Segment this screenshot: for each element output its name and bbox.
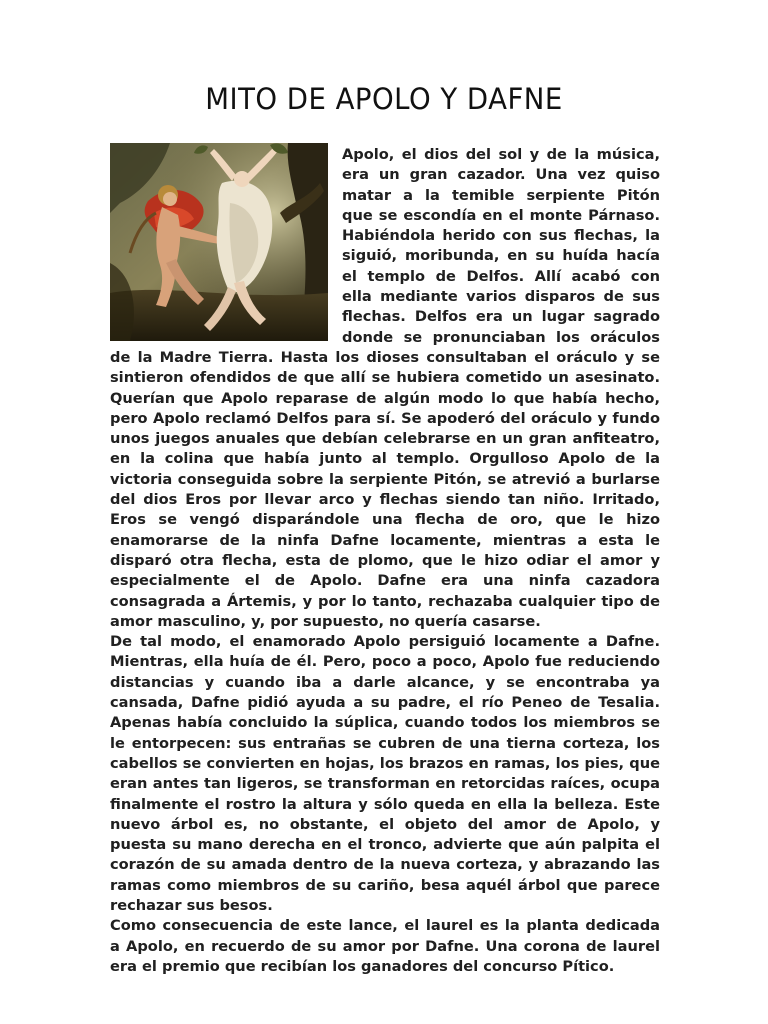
apolo-dafne-painting xyxy=(110,143,328,341)
document-title: MITO DE APOLO Y DAFNE xyxy=(205,82,563,116)
paragraph-1: Apolo, el dios del sol y de la música, era un gran cazador. Una vez quiso matar a la temible serpiente Pitón que se escondía en el monte Párnaso. Habiéndola herido con sus flechas, la siguió, moribunda, en su huída hacía el templo de Delfos. Allí acabó con ella mediante varios disparos de sus flechas. Delfos era un lugar sagrado donde se pronunciaban los oráculos de la Madre Tierra. Hasta los dioses consultaban el oráculo y se sintieron ofendidos de que allí se hubiera cometido un asesinato. Querían que Apolo reparase de algún modo lo que había hecho, pero Apolo reclamó Delfos para sí. Se apoderó del oráculo y fundo unos juegos anuales que debían celebrarse en un gran anfiteatro, en la colina que había junto al templo. Orgulloso Apolo de la victoria conseguida sobre la serpiente Pitón, se atrevió a burlarse del dios Eros por llevar arco y flechas siendo tan niño. Irritado, Eros se vengó disparándole una flecha de oro, que le hizo enamorarse de la ninfa Dafne locamente, mientras a esta le disparó otra flecha, esta de plomo, que le hizo odiar el amor y especialmente el de Apolo. Dafne era una ninfa cazadora consagrada a Ártemis, y por lo tanto, rechazaba cualquier tipo de amor masculino, y, por supuesto, no quería casarse. xyxy=(110,146,660,630)
document-body xyxy=(110,145,660,977)
paragraph-2: De tal modo, el enamorado Apolo persiguió locamente a Dafne. Mientras, ella huía de él. Pero, poco a poco, Apolo fue reduciendo distancias y cuando iba a darle alcance, y se encontraba ya cansada, Dafne pidió ayuda a su padre, el río Peneo de Tesalia. Apenas había concluido la súplica, cuando todos los miembros se le entorpecen: sus entrañas se cubren de una tierna corteza, los cabellos se convierten en hojas, los brazos en ramas, los pies, que eran antes tan ligeros, se transforman en retorcidas raíces, ocupa finalmente el rostro la altura y sólo queda en ella la belleza. Este nuevo árbol es, no obstante, el objeto del amor de Apolo, y puesta su mano derecha en el tronco, advierte que aún palpita el corazón de su amada dentro de la nueva corteza, y abrazando las ramas como miembros de su cariño, besa aquél árbol que parece rechazar sus besos. xyxy=(110,633,660,914)
painting-illustration xyxy=(110,143,328,341)
paragraph-3: Como consecuencia de este lance, el laurel es la planta dedicada a Apolo, en recuerdo de su amor por Dafne. Una corona de laurel era el premio que recibían los ganadores del concurso Pítico. xyxy=(110,917,660,975)
